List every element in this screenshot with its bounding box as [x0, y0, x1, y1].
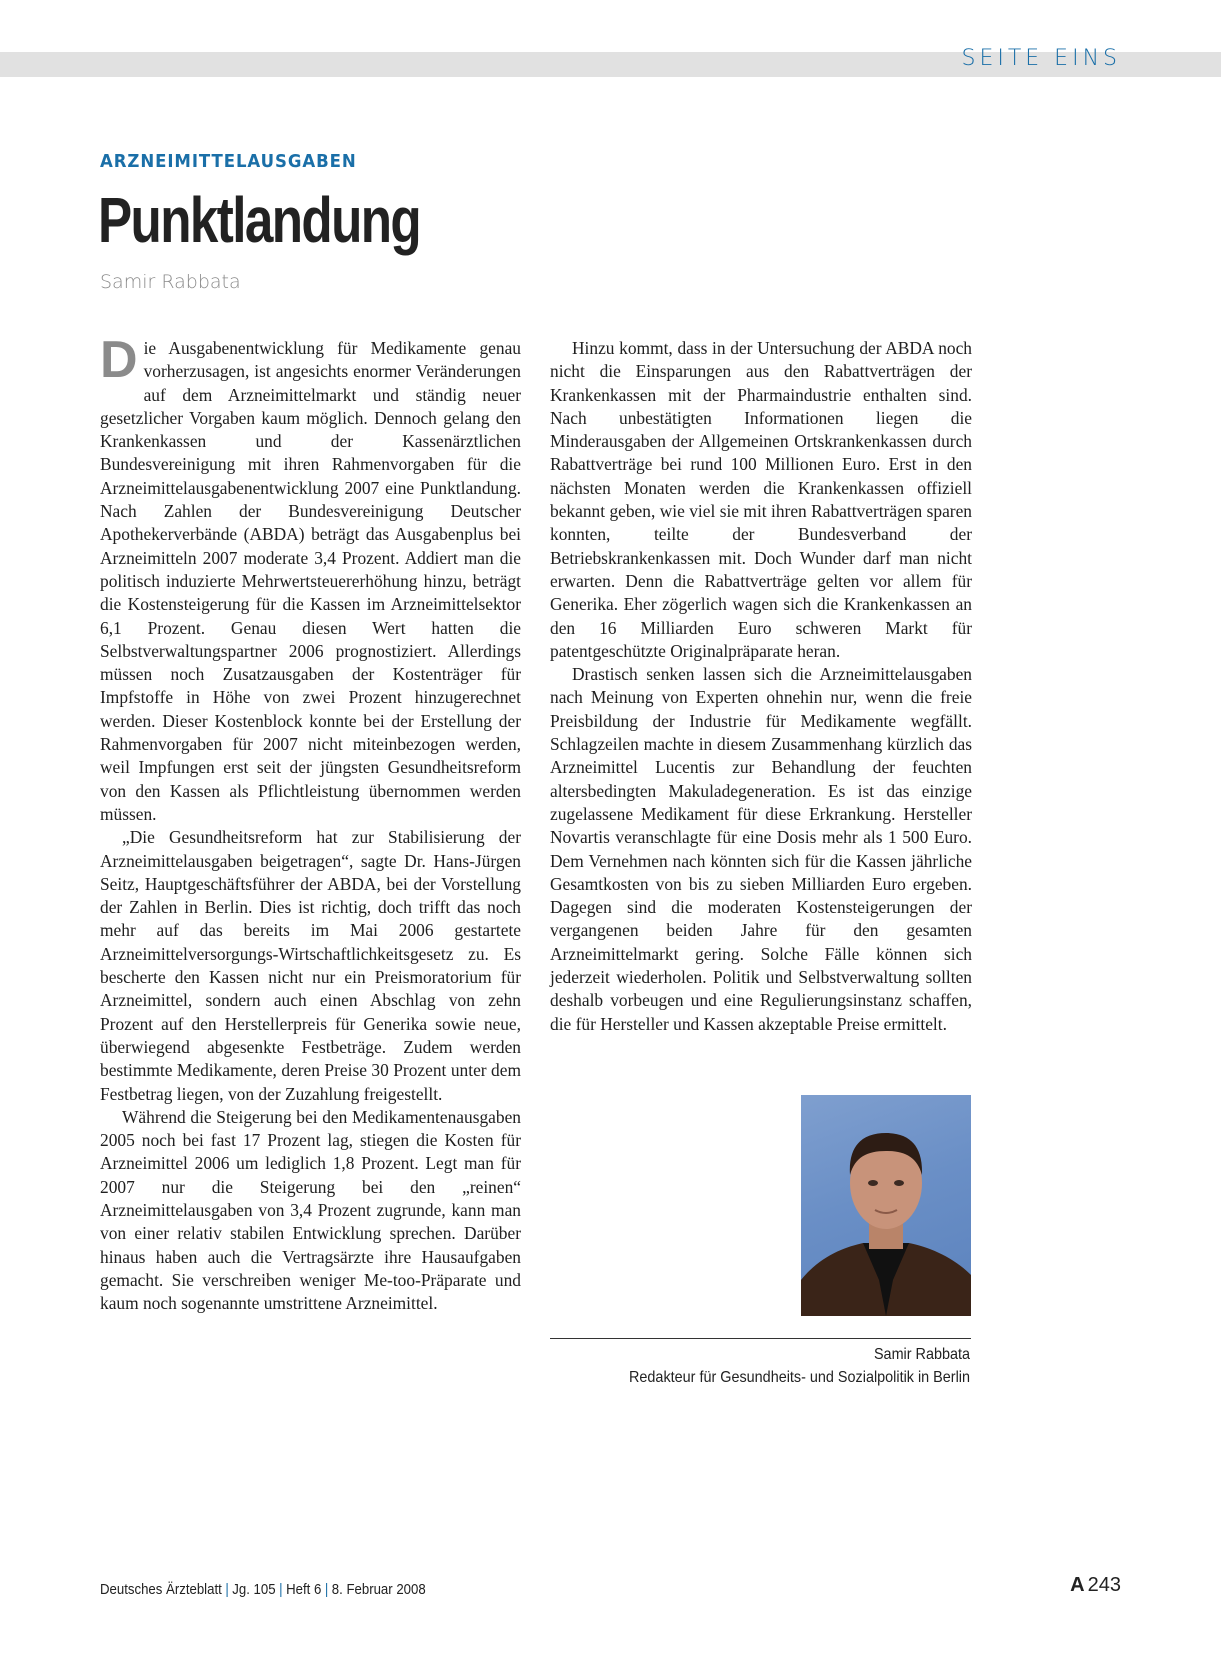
article-column-right [550, 337, 972, 1036]
separator: | [279, 1581, 283, 1598]
drop-cap: D [100, 331, 138, 389]
author-portrait [801, 1095, 971, 1316]
paragraph: Während die Steigerung bei den Medikamentenausgaben 2005 noch bei fast 17 Prozent lag, stiegen die Kosten für Arzneimittel 2006 um lediglich 1,8 Prozent. Legt man für 2007 nur die Steigerung bei den „reinen“ Arzneimittelausgaben von 3,4 Prozent zugrunde, kann man von einer relativ stabilen Entwicklung sprechen. Darüber hinaus haben auch die Vertragsärzte ihre Hausaufgaben gemacht. Sie verschreiben weniger Me-too-Präparate und kaum noch sogenannte umstrittene Arzneimittel. [100, 1106, 521, 1314]
page-number-value: 243 [1087, 1574, 1121, 1596]
author-photo [801, 1095, 971, 1316]
article-title: Punktlandung [98, 184, 421, 256]
paragraph: Drastisch senken lassen sich die Arzneimittelausgaben nach Meinung von Experten ohnehin nur, wenn die freie Preisbildung der Industrie für Medikamente wegfällt. Schlagzeilen machte in diesem Zusammenhang kürzlich das Arzneimittel Lucentis zur Behandlung der feuchten altersbedingten Makuladegeneration. Es ist das einzige zugelassene Medikament für diese Erkrankung. Hersteller Novartis veranschlagte für eine Dosis mehr als 1 500 Euro. Dem Vernehmen nach könnten sich für die Kassen jährliche Gesamtkosten von bis zu sieben Milliarden Euro ergeben. Dagegen sind die moderaten Kostensteigerungen der vergangenen beiden Jahre für den gesamten Arzneimittelmarkt gering. Solche Fälle können sich jederzeit wiederholen. Politik und Selbstverwaltung sollten deshalb vorbeugen und eine Regulierungsinstanz schaffen, die für Hersteller und Kassen akzeptable Preise ermittelt. [550, 664, 972, 1034]
journal-volume: Jg. 105 [232, 1581, 276, 1598]
caption-divider [550, 1338, 971, 1339]
separator: | [324, 1581, 329, 1598]
paragraph: Hinzu kommt, dass in der Untersuchung der ABDA noch nicht die Einsparungen aus den Rabattverträgen der Krankenkassen mit der Pharmaindustrie enthalten sind. Nach unbestätigten Informationen liegen die Minderausgaben der Allgemeinen Ortskrankenkassen durch Rabattverträge bei rund 100 Millionen Euro. Erst in den nächsten Monaten werden die Krankenkassen offiziell bekannt geben, wie viel sie mit ihren Rabattverträgen sparen konnten, teilte der Bundesverband der Betriebskrankenkassen mit. Doch Wunder darf man nicht erwarten. Denn die Rabattverträge gelten vor allem für Generika. Eher zögerlich wagen sich die Krankenkassen an den 16 Milliarden Euro schweren Markt für patentgeschützte Originalpräparate heran. [550, 338, 972, 661]
paragraph: „Die Gesundheitsreform hat zur Stabilisierung der Arzneimittelausgaben beigetragen“, sagte Dr. Hans-Jürgen Seitz, Hauptgeschäftsführer der ABDA, bei der Vorstellung der Zahlen in Berlin. Dies ist richtig, doch trifft das noch mehr auf das bereits im Mai 2006 gestartete Arzneimittelversorgungs-Wirtschaftlichkeitsgesetz zu. Es bescherte den Kassen nicht nur ein Preismoratorium für Arzneimittel, sondern auch einen Abschlag von zehn Prozent auf den Herstellerpreis für Generika sowie neue, überwiegend abgesenkte Festbeträge. Zudem werden bestimmte Medikamente, deren Preise 30 Prozent unter dem Festbetrag liegen, von der Zuzahlung freigestellt. [100, 827, 521, 1104]
journal-date: 8. Februar 2008 [331, 1581, 426, 1598]
caption-role: Redakteur für Gesundheits- und Sozialpolitik in Berlin [629, 1369, 970, 1386]
paragraph [100, 331, 521, 826]
separator: | [225, 1581, 229, 1598]
section-label: SEITE EINS [961, 46, 1121, 71]
journal-name: Deutsches Ärzteblatt [100, 1581, 222, 1598]
journal-issue: Heft 6 [286, 1581, 322, 1598]
article-kicker: ARZNEIMITTELAUSGABEN [100, 151, 357, 172]
footer-citation [100, 1581, 426, 1598]
article-author: Samir Rabbata [100, 271, 241, 293]
article-column-left [100, 331, 521, 1315]
page-number [1070, 1574, 1121, 1597]
page-prefix: A [1070, 1574, 1085, 1596]
caption-name: Samir Rabbata [873, 1346, 970, 1363]
paragraph-text: ie Ausgabenentwicklung für Medikamente genau vorherzusagen, ist angesichts enormer Veränderungen auf dem Arzneimittelmarkt und ständig neuer gesetzlicher Vorgaben kaum möglich. Dennoch gelang den Krankenkassen und der Kassenärztlichen Bundesvereinigung mit ihren Rahmenvorgaben für die Arzneimittelausgabenentwicklung 2007 eine Punktlandung. Nach Zahlen der Bundesvereinigung Deutscher Apothekerverbände (ABDA) beträgt das Ausgabenplus bei Arzneimitteln 2007 moderate 3,4 Prozent. Addiert man die politisch induzierte Mehrwertsteuererhöhung hinzu, beträgt die Kostensteigerung für die Kassen im Arzneimittelsektor 6,1 Prozent. Genau diesen Wert hatten die Selbstverwaltungspartner 2006 prognostiziert. Allerdings müssen noch Zusatzausgaben der Kostenträger für Impfstoffe in Höhe von zwei Prozent hinzugerechnet werden. Dieser Kostenblock konnte bei der Erstellung der Rahmenvorgaben für 2007 nicht miteinbezogen werden, weil Impfungen erst seit der jüngsten Gesundheitsreform von den Kassen als Pflichtleistung übernommen werden müssen. [100, 338, 521, 824]
